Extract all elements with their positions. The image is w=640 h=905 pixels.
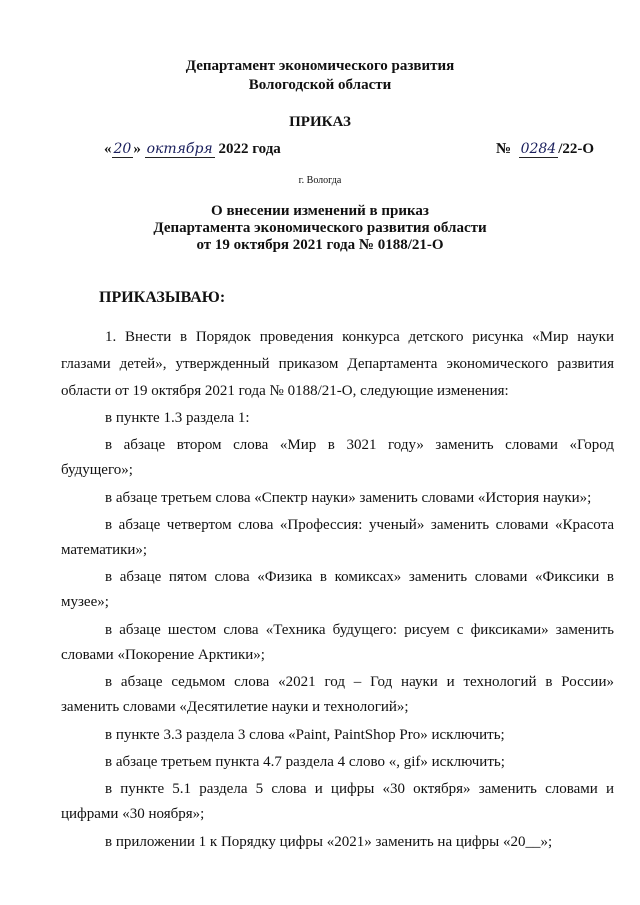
body-line: музее»;: [61, 594, 109, 610]
order-date: [104, 141, 281, 158]
city-name: г. Вологда: [298, 175, 342, 186]
subject-line1: О внесении изменений в приказ: [211, 203, 429, 219]
body-line: математики»;: [61, 542, 148, 558]
document-type-title: ПРИКАЗ: [289, 114, 351, 130]
order-number: [496, 141, 594, 158]
body-line: в пункте 1.3 раздела 1:: [105, 410, 250, 426]
handwritten-number: 0284: [520, 141, 557, 157]
number-prefix: №: [496, 141, 512, 157]
body-line: в пункте 3.3 раздела 3 слова «Paint, PaintShop Pro» исключить;: [105, 727, 505, 743]
body-line: цифрами «30 ноября»;: [61, 806, 205, 822]
date-close-quote: »: [133, 141, 141, 157]
handwritten-day: 20: [113, 141, 132, 157]
body-line: в абзаце шестом слова «Техника будущего: рисуем с фиксиками» заменить: [105, 622, 614, 638]
body-line: области от 19 октября 2021 года № 0188/21-О, следующие изменения:: [61, 383, 509, 399]
subject-line2: Департамента экономического развития области: [153, 220, 487, 236]
body-line: словами «Покорение Арктики»;: [61, 647, 265, 663]
department-name-line1: Департамент экономического развития: [185, 58, 455, 74]
date-open-quote: «: [104, 141, 112, 157]
body-line: в абзаце четвертом слова «Профессия: ученый» заменить словами «Красота: [105, 517, 614, 533]
number-suffix: /22-О: [558, 141, 595, 157]
body-line: в абзаце седьмом слова «2021 год – Год науки и технологий в России»: [105, 674, 614, 690]
body-line: будущего»;: [61, 462, 133, 478]
body-line: 1. Внести в Порядок проведения конкурса детского рисунка «Мир науки: [105, 329, 614, 345]
subject-line3: от 19 октября 2021 года № 0188/21-О: [196, 237, 444, 253]
body-line: в пункте 5.1 раздела 5 слова и цифры «30 октября» заменить словами и: [105, 781, 614, 797]
body-line: в абзаце втором слова «Мир в 3021 году» заменить словами «Город: [105, 437, 614, 453]
date-year: 2022 года: [218, 141, 281, 157]
body-line: в абзаце третьем слова «Спектр науки» заменить словами «История науки»;: [105, 490, 592, 506]
body-line: в приложении 1 к Порядку цифры «2021» заменить на цифры «20__»;: [105, 834, 553, 850]
body-line: заменить словами «Десятилетие науки и технологий»;: [61, 699, 409, 715]
department-name-line2: Вологодской области: [248, 77, 392, 93]
body-line: глазами детей», утвержденный приказом Департамента экономического развития: [61, 356, 614, 372]
handwritten-month: октября: [146, 141, 213, 157]
body-line: в абзаце пятом слова «Физика в комиксах» заменить словами «Фиксики в: [105, 569, 614, 585]
order-word: ПРИКАЗЫВАЮ:: [99, 289, 226, 306]
body-line: в абзаце третьем пункта 4.7 раздела 4 слово «, gif» исключить;: [105, 754, 505, 770]
